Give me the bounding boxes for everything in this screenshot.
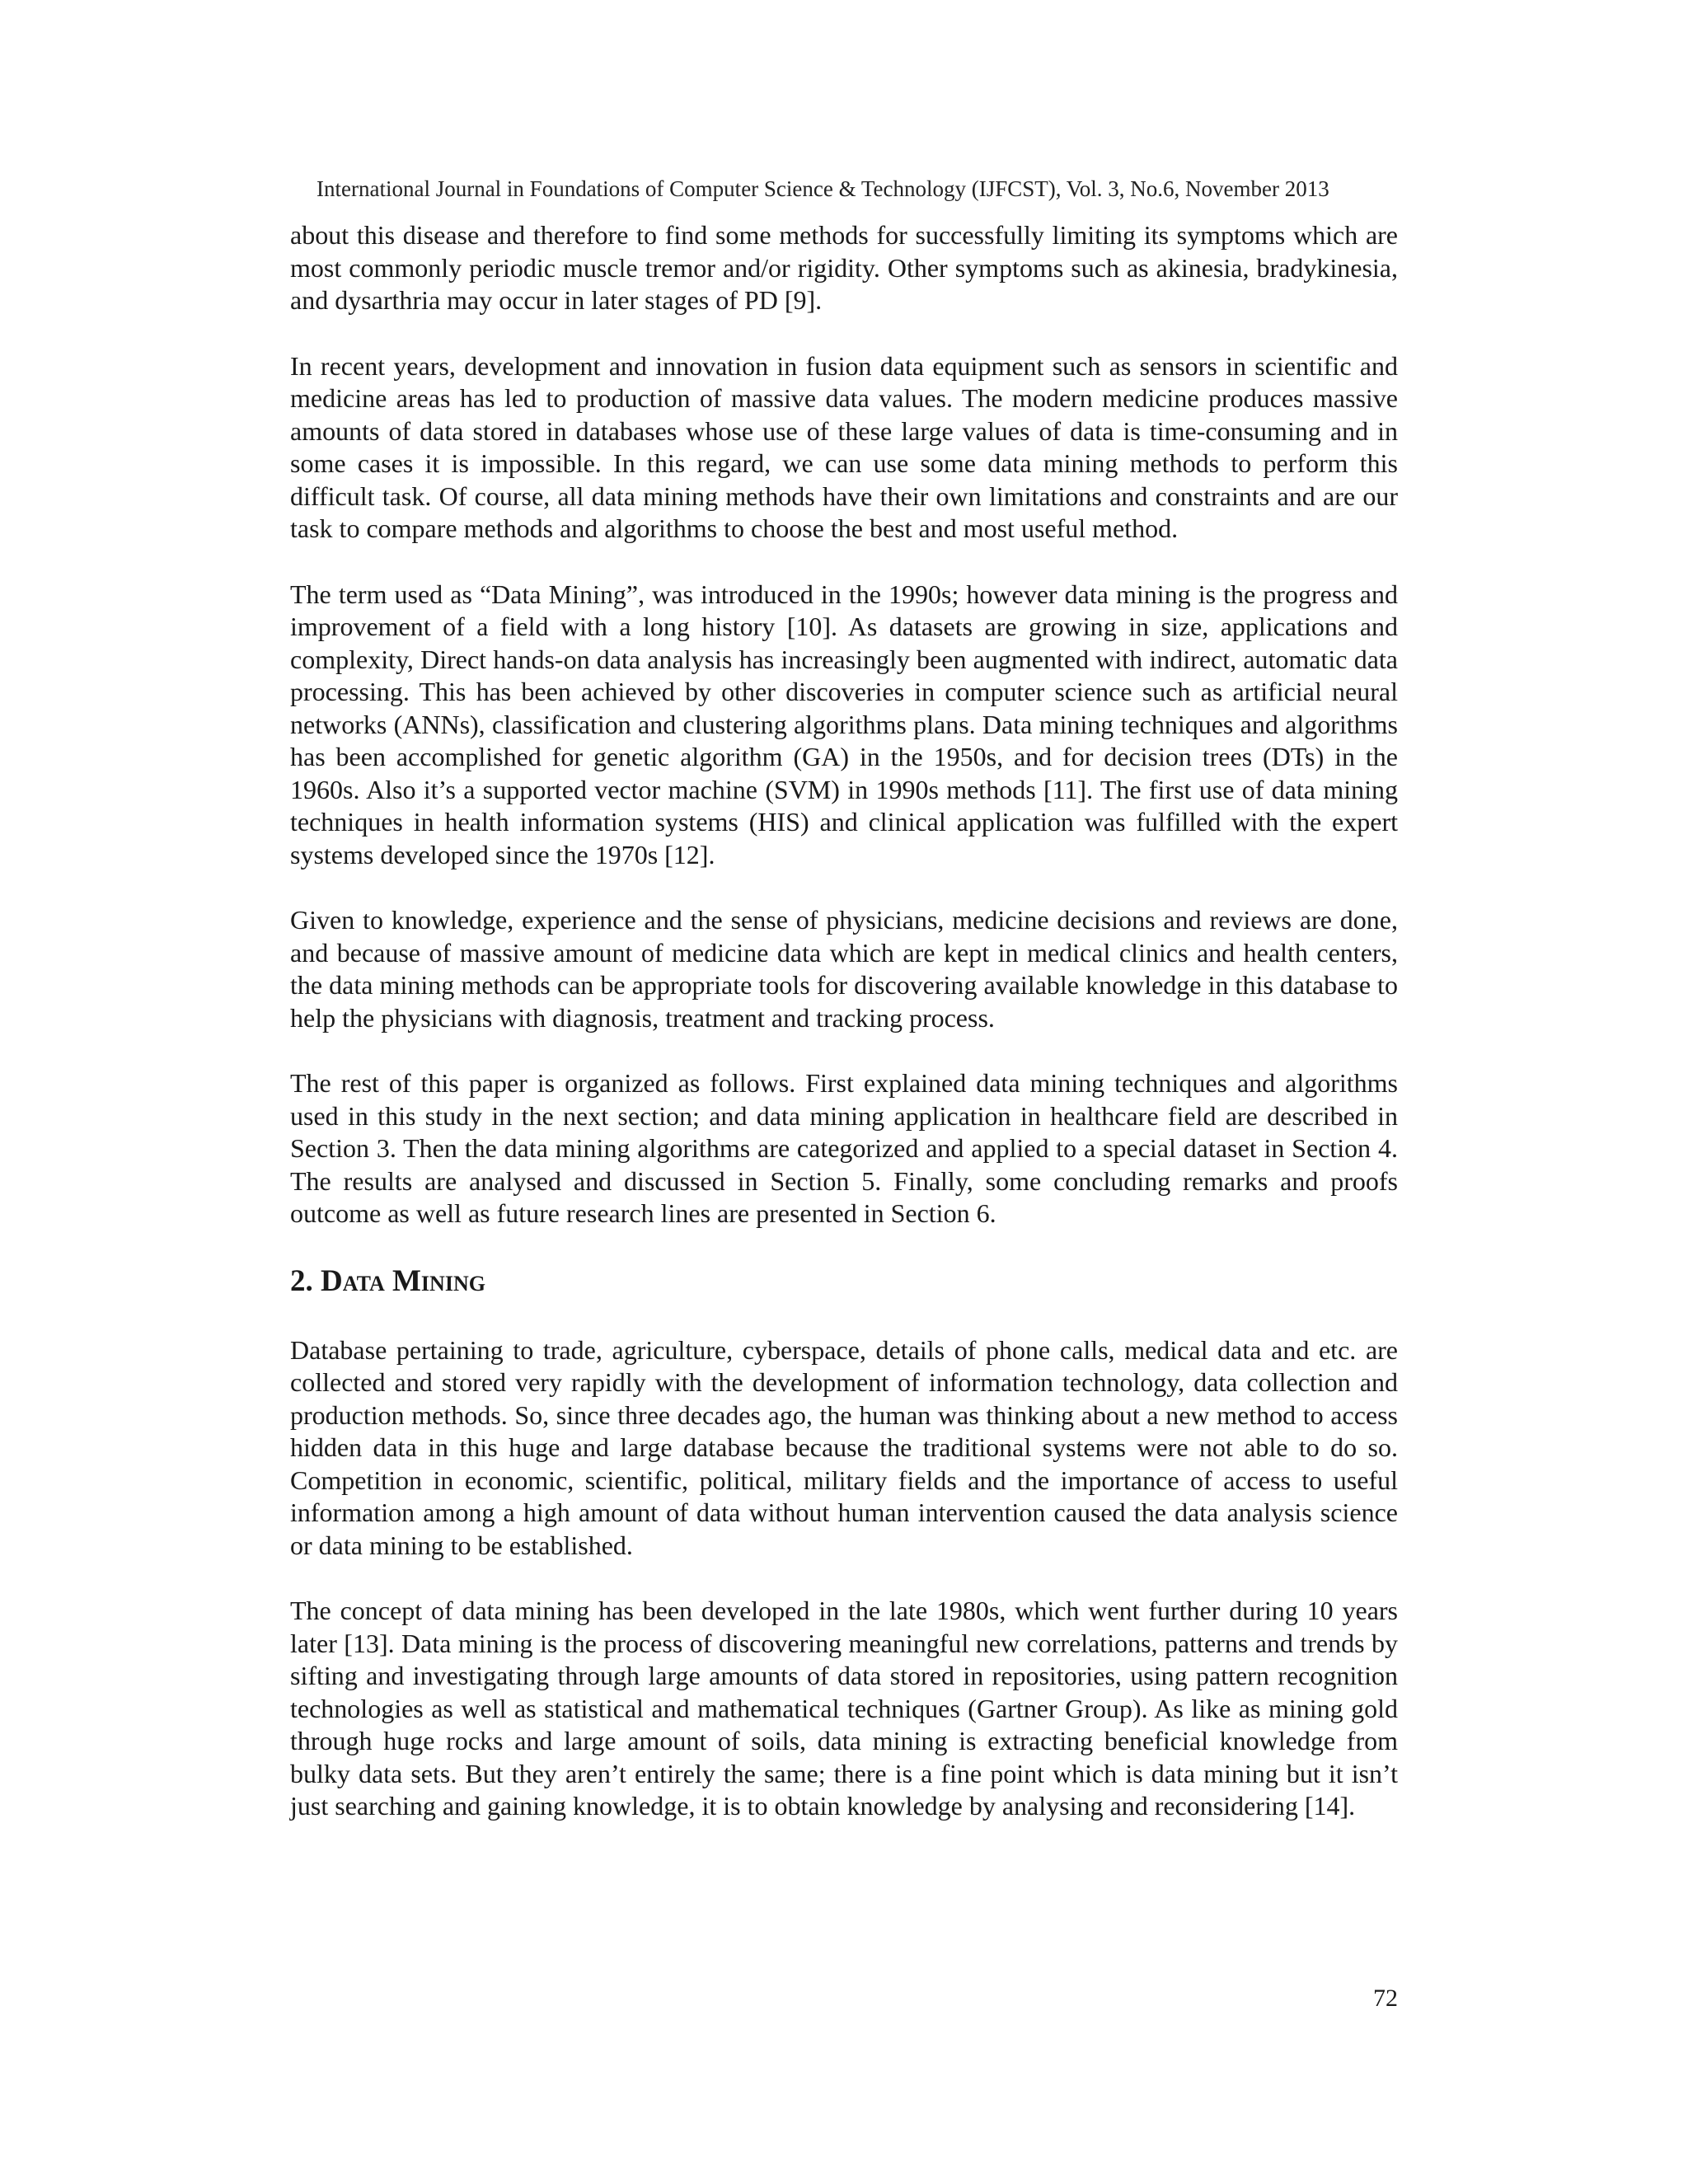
section-heading-data-mining: 2. Data Mining — [290, 1263, 485, 1298]
paragraph-pd-symptoms: about this disease and therefore to find some methods for successfully limiting its symptoms which are most commonly periodic muscle tremor and/or rigidity. Other symptoms such as akinesia, bradykinesia, and dysarthria may occur in later stages of PD [9]. — [290, 220, 1398, 315]
paragraph-concept-data-mining: The concept of data mining has been developed in the late 1980s, which went further during 10 years later [13]. Data mining is the process of discovering meaningful new correlations, patterns and trends by sifting and investigating through large amounts of data stored in repositories, using pattern recognition technologies as well as statistical and mathematical techniques (Gartner Group). As like as mining gold through huge rocks and large amount of soils, data mining is extracting beneficial knowledge from bulky data sets. But they aren’t entirely the same; there is a fine point which is data mining but it isn’t just searching and gaining knowledge, it is to obtain knowledge by analysing and reconsidering [14]. — [290, 1596, 1398, 1821]
paragraph-fusion-data: In recent years, development and innovation in fusion data equipment such as sensors in scientific and medicine areas has led to production of massive data values. The modern medicine produces massive amounts of data stored in databases whose use of these large values of data is time-consuming and in some cases it is impossible. In this regard, we can use some data mining methods to perform this difficult task. Of course, all data mining methods have their own limitations and constraints and are our task to compare methods and algorithms to choose the best and most useful method. — [290, 350, 1398, 543]
running-header: International Journal in Foundations of Computer Science & Technology (IJFCST), Vol. 3, No.6, November 2013 — [316, 176, 1329, 201]
paragraph-database-collection: Database pertaining to trade, agriculture, cyberspace, details of phone calls, medical data and etc. are collected and stored very rapidly with the development of information technology, data collection and production methods. So, since three decades ago, the human was thinking about a new method to access hidden data in this huge and large database because the traditional systems were not able to do so. Competition in economic, scientific, political, military fields and the importance of access to useful information among a high amount of data without human intervention caused the data analysis science or data mining to be established. — [290, 1334, 1398, 1560]
paragraph-physicians-knowledge: Given to knowledge, experience and the sense of physicians, medicine decisions and reviews are done, and because of massive amount of medicine data which are kept in medical clinics and health centers, the data mining methods can be appropriate tools for discovering available knowledge in this database to help the physicians with diagnosis, treatment and tracking process. — [290, 905, 1398, 1033]
page-number: 72 — [1373, 1985, 1398, 2012]
paragraph-paper-organization: The rest of this paper is organized as follows. First explained data mining techniques and algorithms used in this study in the next section; and data mining application in healthcare field are described in Section 3. Then the data mining algorithms are categorized and applied to a special dataset in Section 4. The results are analysed and discussed in Section 5. Finally, some concluding remarks and proofs outcome as well as future research lines are presented in Section 6. — [290, 1068, 1398, 1228]
paragraph-term-data-mining: The term used as “Data Mining”, was introduced in the 1990s; however data mining is the progress and improvement of a field with a long history [10]. As datasets are growing in size, applications and complexity, Direct hands-on data analysis has increasingly been augmented with indirect, automatic data processing. This has been achieved by other discoveries in computer science such as artificial neural networks (ANNs), classification and clustering algorithms plans. Data mining techniques and algorithms has been accomplished for genetic algorithm (GA) in the 1950s, and for decision trees (DTs) in the 1960s. Also it’s a supported vector machine (SVM) in 1990s methods [11]. The first use of data mining techniques in health information systems (HIS) and clinical application was fulfilled with the expert systems developed since the 1970s [12]. — [290, 579, 1398, 869]
page-body — [290, 219, 1398, 1856]
